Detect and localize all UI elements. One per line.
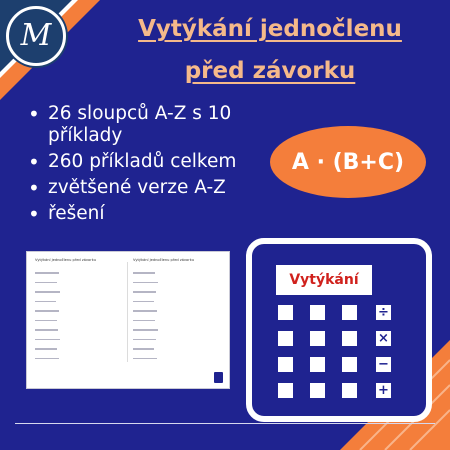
title-line-2: před závorku: [184, 58, 356, 84]
page-title: [100, 8, 440, 92]
formula-text: A · (B+C): [291, 149, 405, 175]
feature-item: • 26 sloupců A-Z s 10 příklady: [26, 103, 266, 147]
calculator-key: [310, 383, 325, 398]
calculator-key: [342, 357, 357, 372]
worksheet-divider: [127, 262, 128, 362]
feature-item: • 260 příkladů celkem: [26, 151, 266, 173]
multiply-icon: ×: [376, 331, 391, 346]
calculator-key: [342, 383, 357, 398]
worksheet-calculator-icon: [214, 372, 223, 383]
worksheet-heading-right: Vytýkání jednočlenu před závorku: [133, 258, 194, 262]
worksheet-column-left: [35, 258, 121, 359]
calculator-key: [278, 383, 293, 398]
calculator-key: [342, 305, 357, 320]
calculator-display-text: Vytýkání: [289, 272, 359, 288]
calculator-key: [310, 331, 325, 346]
feature-item: • zvětšené verze A-Z: [26, 177, 266, 199]
calculator-key: [310, 305, 325, 320]
bottom-divider: [15, 423, 435, 424]
minus-icon: −: [376, 357, 391, 372]
worksheet-preview: [26, 251, 230, 389]
logo-letter: M: [20, 18, 52, 53]
formula-badge: [270, 126, 426, 198]
plus-icon: +: [376, 383, 391, 398]
calculator-display: [276, 265, 372, 295]
calculator-key: [310, 357, 325, 372]
worksheet-column-right: [133, 258, 219, 359]
calculator-key: [342, 331, 357, 346]
calculator-illustration: [246, 238, 432, 422]
feature-list: [26, 103, 266, 229]
calculator-key: [278, 331, 293, 346]
divide-icon: ÷: [376, 305, 391, 320]
calculator-key: [278, 305, 293, 320]
title-line-1: Vytýkání jednočlenu: [138, 16, 402, 42]
worksheet-heading-left: Vytýkání jednočlenu před závorku: [35, 258, 96, 262]
calculator-key: [278, 357, 293, 372]
logo-badge: [6, 6, 66, 66]
feature-item: • řešení: [26, 203, 266, 225]
